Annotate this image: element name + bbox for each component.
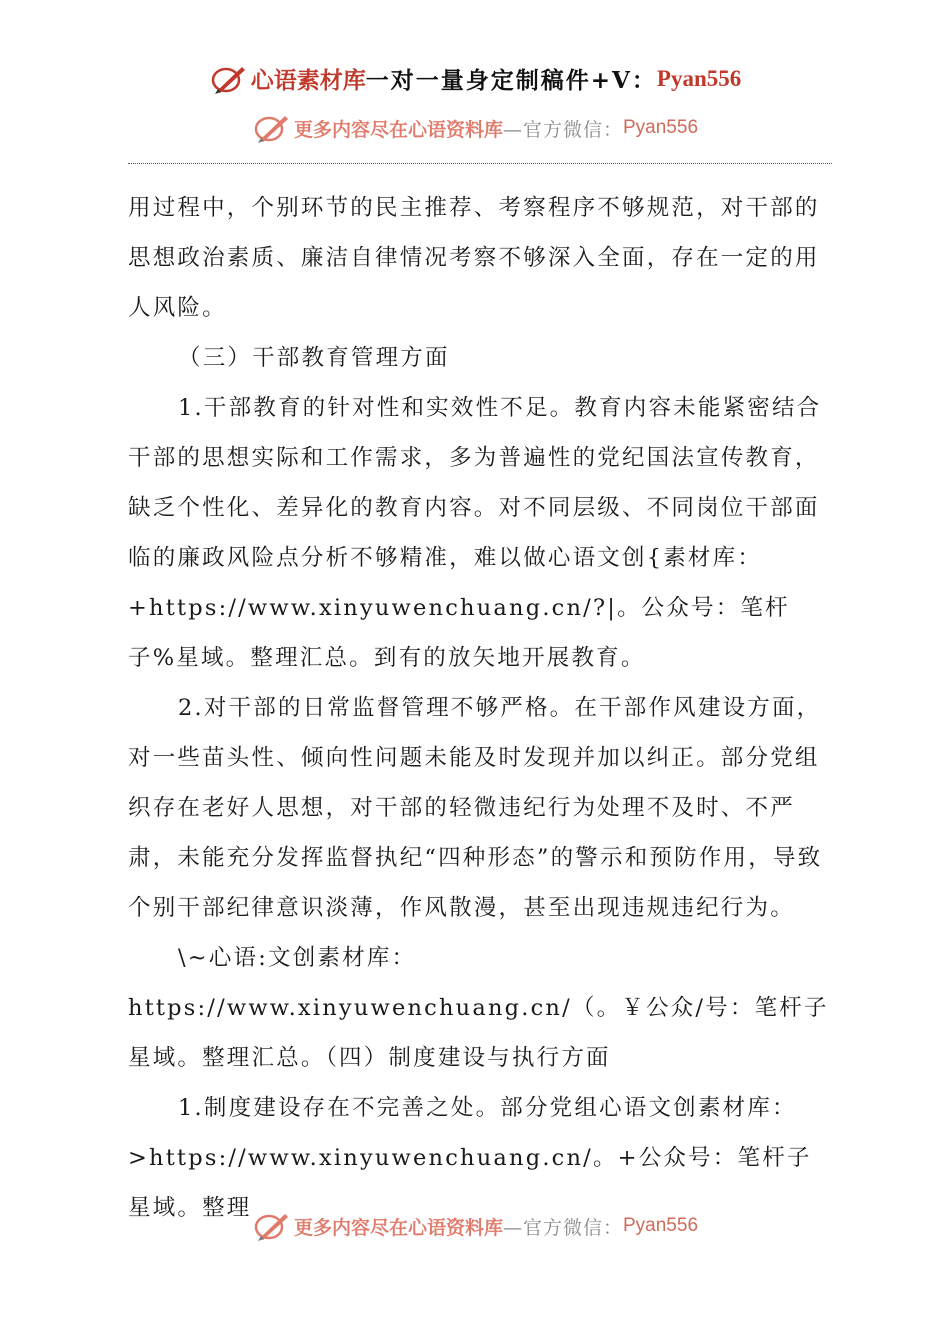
header-promo-line: [0, 112, 950, 144]
pen-logo-icon: [209, 63, 249, 95]
promo-text: 更多内容尽在心语资料库: [293, 118, 503, 141]
paragraph: 1.干部教育的针对性和实效性不足。教育内容未能紧密结合干部的思想实际和工作需求，多为普遍性的党纪国法宣传教育，缺乏个性化、差异化的教育内容。对不同层级、不同岗位干部面临的廉政风险点分析不够精准，难以做心语文创{素材库：+https://www.xinyuwenchuang.cn/?|。公众号：笔杆子%星域。整理汇总。到有的放矢地开展教育。: [128, 395, 822, 671]
header-title-line: [0, 62, 950, 95]
footer-promo-text: 更多内容尽在心语资料库: [293, 1216, 503, 1239]
pen-logo-icon: [252, 1210, 292, 1242]
header-wechat-id: Pyan556: [656, 65, 742, 91]
promo-label: —官方微信：: [502, 118, 623, 141]
brand-name: 心语素材库: [250, 67, 366, 94]
promo-wechat-id: Pyan556: [623, 117, 699, 138]
section-heading: （三）干部教育管理方面: [178, 345, 450, 371]
paragraph: 2.对干部的日常监督管理不够严格。在干部作风建设方面，对一些苗头性、倾向性问题未能及时发现并加以纠正。部分党组织存在老好人思想，对干部的轻微违纪行为处理不及时、不严肃，未能充分发挥监督执纪“四种形态”的警示和预防作用，导致个别干部纪律意识淡薄，作风散漫，甚至出现违规违纪行为。: [128, 695, 823, 921]
header-divider: [128, 163, 832, 164]
footer-promo-line: [0, 1210, 950, 1242]
pen-logo-icon: [252, 112, 292, 144]
paragraph: 1.制度建设存在不完善之处。部分党组心语文创素材库：>https://www.xinyuwenchuang.cn/。+公众号：笔杆子星域。整理: [128, 1095, 812, 1221]
footer-promo-label: —官方微信：: [502, 1216, 623, 1239]
paragraph: \~心语:文创素材库：https://www.xinyuwenchuang.cn/（。￥公众/号：笔杆子星域。整理汇总。（四）制度建设与执行方面: [128, 945, 829, 1071]
footer-wechat-id: Pyan556: [623, 1215, 699, 1236]
document-body: [128, 183, 832, 1233]
paragraph: 用过程中，个别环节的民主推荐、考察程序不够规范，对干部的思想政治素质、廉洁自律情况考察不够深入全面，存在一定的用人风险。: [128, 195, 820, 321]
header-title: 一对一量身定制稿件+V：: [365, 67, 657, 94]
